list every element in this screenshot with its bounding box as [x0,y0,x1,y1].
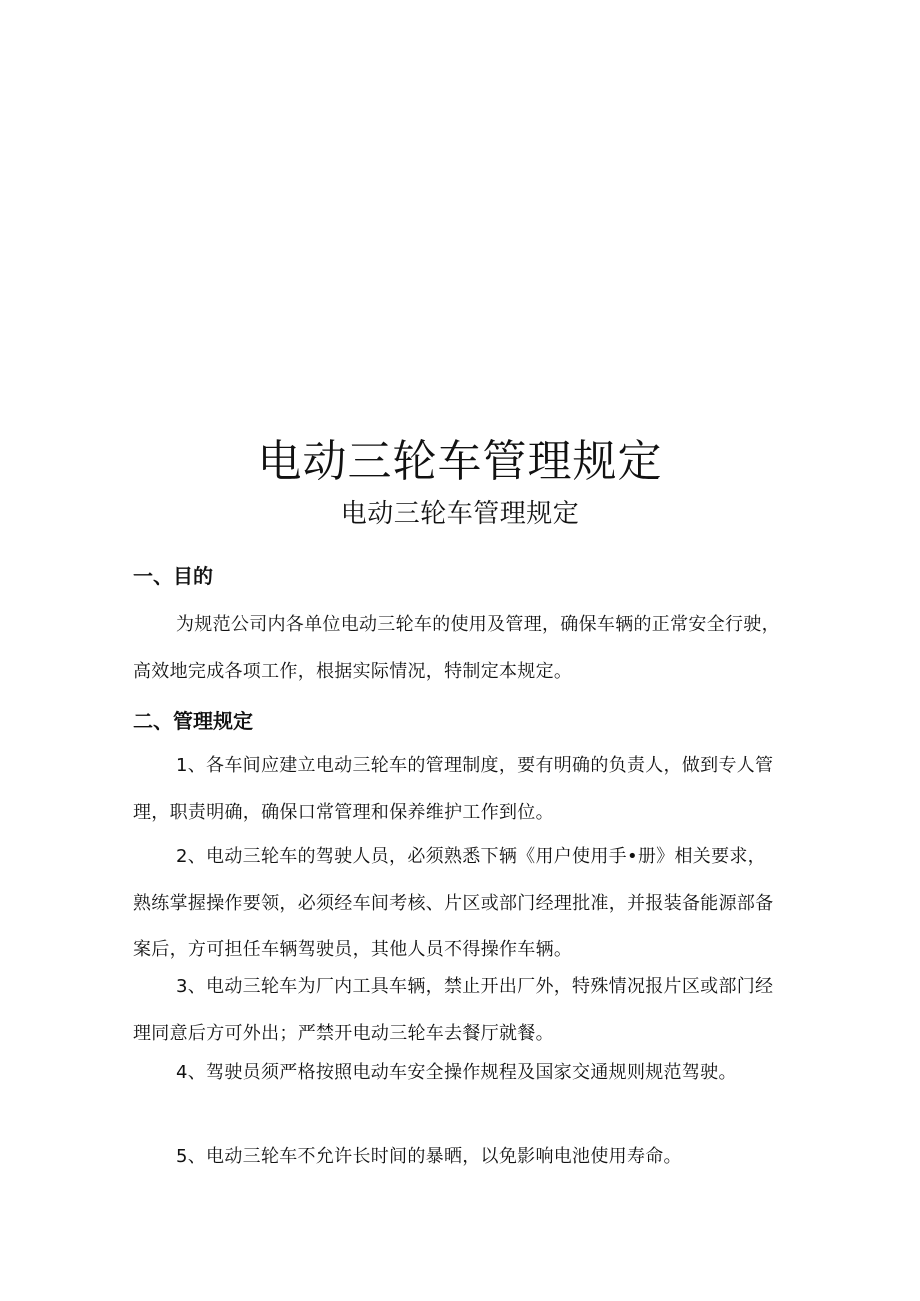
paragraph-purpose: 为规范公司内各单位电动三轮车的使用及管理，确保车辆的正常安全行驶，高效地完成各项工作，根据实际情况，特制定本规定。 [133,614,780,682]
paragraph-rule-5: 5、电动三轮车不允许长时间的暴晒，以免影响电池使用寿命。 [176,1146,682,1167]
section-heading-rules: 二、管理规定 [133,709,253,733]
paragraph-rule-2: 2、电动三轮车的驾驶人员，必须熟悉下辆《用户使用手•册》相关要求，熟练掌握操作要领，必须经车间考核、片区或部门经理批准，并报装备能源部备案后，方可担任车辆驾驶员，其他人员不得操作车辆。 [133,846,774,960]
section-heading-purpose: 一、目的 [133,564,213,588]
paragraph-rule-1: 1、各车间应建立电动三轮车的管理制度，要有明确的负责人，做到专人管理，职责明确，确保口常管理和保养维护工作到位。 [133,755,774,823]
document-title: 电动三轮车管理规定 [257,436,663,487]
paragraph-rule-3: 3、电动三轮车为厂内工具车辆，禁止开出厂外，特殊情况报片区或部门经理同意后方可外出；严禁开电动三轮车去餐厅就餐。 [133,976,774,1044]
paragraph-rule-4: 4、驾驶员须严格按照电动车安全操作规程及国家交通规则规范驾驶。 [176,1062,737,1083]
document-subtitle: 电动三轮车管理规定 [340,499,580,529]
